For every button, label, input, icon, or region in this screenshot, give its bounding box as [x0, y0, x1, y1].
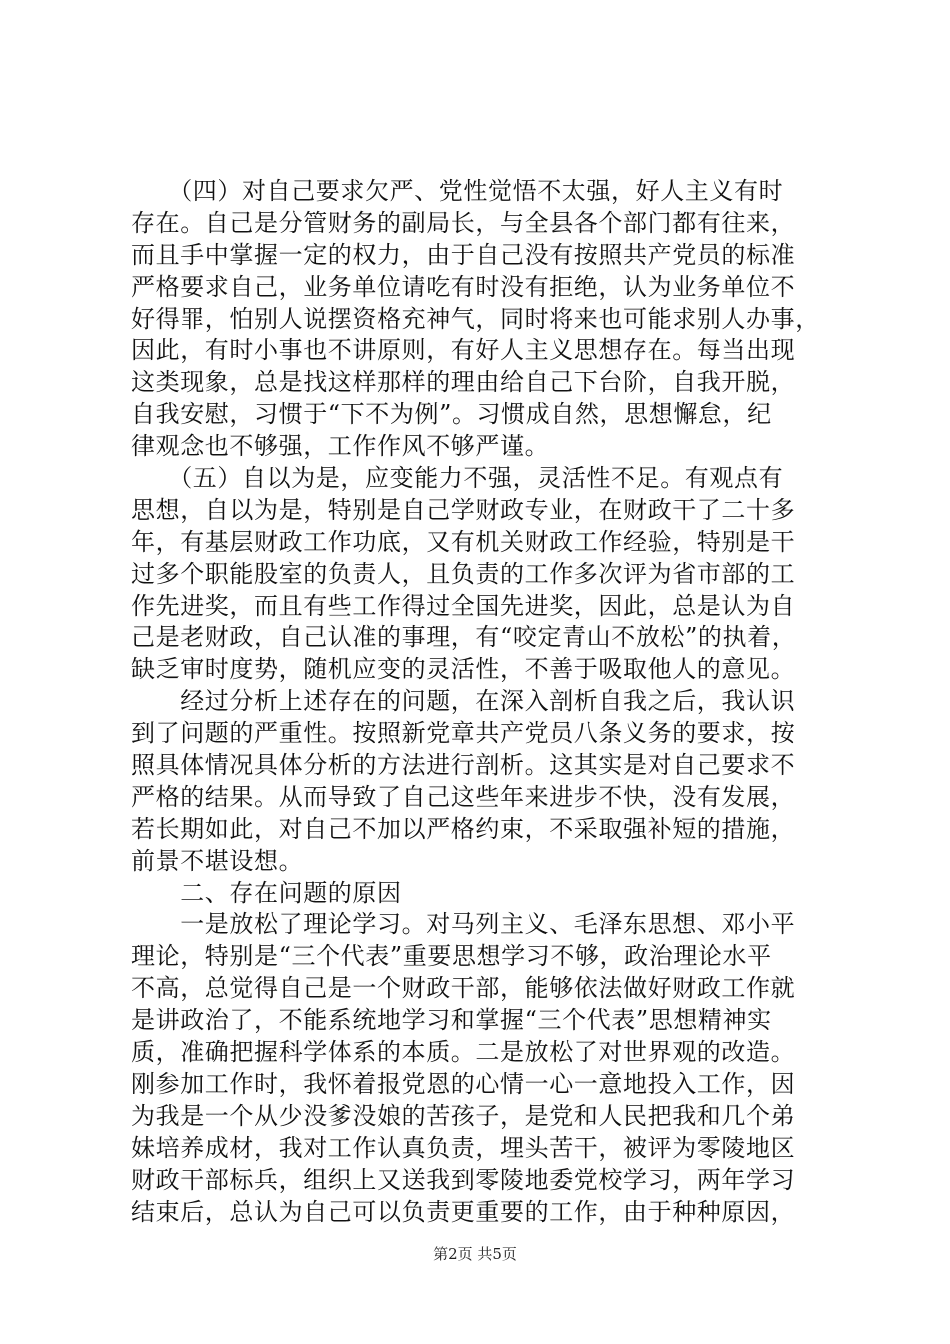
text-line: 若长期如此，对自己不加以严格约束，不采取强补短的措施， [131, 814, 796, 843]
text-line: 己是老财政，自己认准的事理，有“咬定青山不放松”的执着， [131, 623, 797, 652]
page-footer: 第2页 共5页 [433, 1245, 517, 1263]
document-body [131, 176, 831, 1228]
text-line: 作先进奖，而且有些工作得过全国先进奖，因此，总是认为自 [131, 591, 796, 620]
text-line: 而且手中掌握一定的权力，由于自己没有按照共产党员的标准 [131, 240, 796, 269]
text-line: 妹培养成材，我对工作认真负责，埋头苦干，被评为零陵地区 [131, 1133, 796, 1162]
text-line: 因此，有时小事也不讲原则，有好人主义思想存在。每当出现 [131, 336, 796, 365]
text-line: 质，准确把握科学体系的本质。二是放松了对世界观的改造。 [131, 1038, 796, 1067]
text-line: 到了问题的严重性。按照新党章共产党员八条义务的要求，按 [131, 719, 796, 748]
text-line: 不高，总觉得自己是一个财政干部，能够依法做好财政工作就 [131, 974, 796, 1003]
text-line: 财政干部标兵，组织上又送我到零陵地委党校学习，两年学习 [131, 1165, 796, 1194]
text-line: （五）自以为是，应变能力不强，灵活性不足。有观点有 [131, 464, 784, 493]
text-line: 为我是一个从少没爹没娘的苦孩子，是党和人民把我和几个弟 [131, 1101, 796, 1130]
text-line: 前景不堪设想。 [131, 846, 304, 875]
text-line: （四）对自己要求欠严、党性觉悟不太强，好人主义有时 [131, 177, 784, 205]
text-line: 过多个职能股室的负责人，且负责的工作多次评为省市部的工 [131, 559, 796, 588]
text-line: 存在。自己是分管财务的副局长，与全县各个部门都有往来， [131, 208, 796, 237]
text-line: 年，有基层财政工作功底，又有机关财政工作经验，特别是干 [131, 527, 796, 556]
text-line: 这类现象，总是找这样那样的理由给自己下台阶，自我开脱， [131, 368, 796, 397]
text-line: 一是放松了理论学习。对马列主义、毛泽东思想、邓小平 [131, 910, 796, 939]
text-line: 理论，特别是“三个代表”重要思想学习不够，政治理论水平 [131, 942, 772, 971]
text-line: 好得罪，怕别人说摆资格充神气，同时将来也可能求别人办事， [131, 304, 820, 333]
text-line: 经过分析上述存在的问题，在深入剖析自我之后，我认识 [131, 687, 796, 716]
text-line: 刚参加工作时，我怀着报党恩的心情一心一意地投入工作，因 [131, 1069, 796, 1098]
text-line: 自我安慰，习惯于“下不为例”。习惯成自然，思想懈怠，纪 [131, 400, 772, 429]
text-line: 严格的结果。从而导致了自己这些年来进步不快，没有发展， [131, 782, 796, 811]
text-line: 严格要求自己，业务单位请吃有时没有拒绝，认为业务单位不 [131, 272, 796, 301]
text-line: 结束后，总认为自己可以负责更重要的工作，由于种种原因， [131, 1197, 796, 1226]
text-line: 照具体情况具体分析的方法进行剖析。这其实是对自己要求不 [131, 751, 796, 780]
text-line: 缺乏审时度势，随机应变的灵活性，不善于吸取他人的意见。 [131, 655, 796, 684]
text-line: 是讲政治了，不能系统地学习和掌握“三个代表”思想精神实 [131, 1006, 772, 1035]
text-line: 律观念也不够强，工作作风不够严谨。 [131, 432, 550, 461]
text-line: 思想，自以为是，特别是自己学财政专业，在财政干了二十多 [131, 495, 796, 524]
section-heading: 二、存在问题的原因 [131, 878, 402, 907]
